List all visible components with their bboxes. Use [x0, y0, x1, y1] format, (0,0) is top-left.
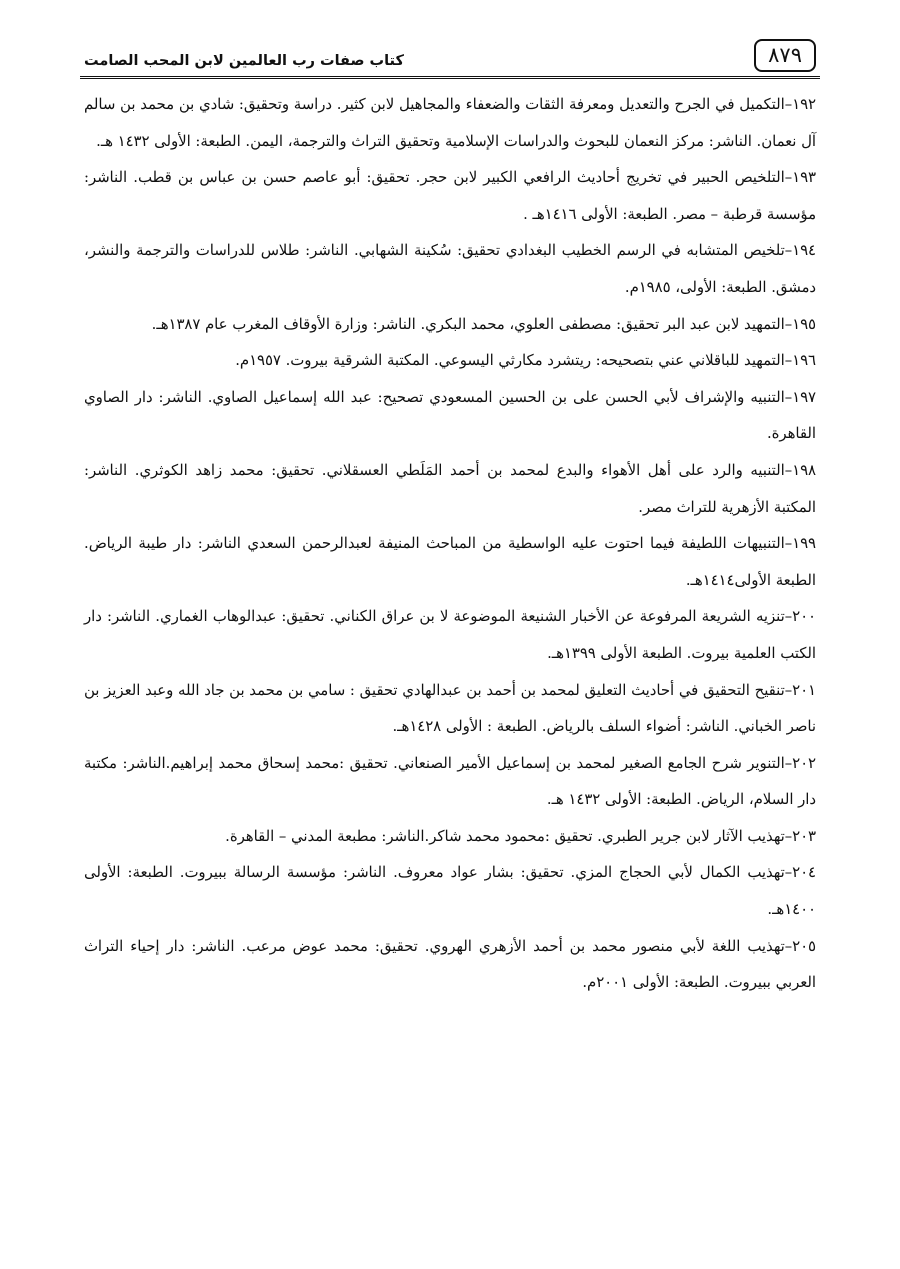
page-number: ٨٧٩ [754, 39, 816, 72]
reference-item: ١٩٢–التكميل في الجرح والتعديل ومعرفة الثقات والضعفاء والمجاهيل لابن كثير. دراسة وتحقيق: شادي بن محمد بن سالم آل نعمان. الناشر: مركز النعمان للبحوث والدراسات الإسلامية وتحقيق التراث والترجمة، اليمن. الطبعة: الأولى ١٤٣٢ هـ. [84, 96, 816, 150]
reference-item: ١٩٧–التنبيه والإشراف لأبي الحسن على بن الحسين المسعودي تصحيح: عبد الله إسماعيل الصاوي. الناشر: دار الصاوي القاهرة. [84, 388, 816, 443]
references-list [80, 87, 820, 1002]
reference-item: ٢٠٠–تنزيه الشريعة المرفوعة عن الأخبار الشنيعة الموضوعة لا بن عراق الكناني. تحقيق: عبدالوهاب الغماري. الناشر: دار الكتب العلمية بيروت. الطبعة الأولى ١٣٩٩هـ. [84, 608, 816, 662]
page-header [80, 36, 820, 79]
reference-item: ١٩٤–تلخيص المتشابه في الرسم الخطيب البغدادي تحقيق: سُكينة الشهابي. الناشر: طلاس للدراسات والترجمة والنشر، دمشق. الطبعة: الأولى، ١٩٨٥م. [84, 242, 816, 296]
document-page [80, 36, 820, 1236]
reference-item: ١٩٥–التمهيد لابن عبد البر تحقيق: مصطفى العلوي، محمد البكري. الناشر: وزارة الأوقاف المغرب عام ١٣٨٧هـ. [151, 315, 816, 333]
book-title: كتاب صفات رب العالمين لابن المحب الصامت [84, 53, 404, 69]
reference-item: ١٩٩–التنبيهات اللطيفة فيما احتوت عليه الواسطية من المباحث المنيفة لعبدالرحمن السعدي الناشر: دار طيبة الرياض. الطبعة الأولى١٤١٤هـ. [84, 535, 816, 589]
reference-item: ١٩٣–التلخيص الحبير في تخريج أحاديث الرافعي الكبير لابن حجر. تحقيق: أبو عاصم حسن بن عباس بن قطب. الناشر: مؤسسة قرطبة – مصر. الطبعة: الأولى ١٤١٦هـ . [84, 169, 816, 223]
reference-item: ١٩٨–التنبيه والرد على أهل الأهواء والبدع لمحمد بن أحمد المَلَطي العسقلاني. تحقيق: محمد زاهد الكوثري. الناشر: المكتبة الأزهرية للتراث مصر. [84, 461, 816, 516]
reference-item: ١٩٦–التمهيد للباقلاني عني بتصحيحه: ريتشرد مكارثي اليسوعي. المكتبة الشرقية بيروت. ١٩٥٧م. [235, 352, 816, 370]
reference-item: ٢٠٣–تهذيب الآثار لابن جرير الطبري. تحقيق :محمود محمد شاكر.الناشر: مطبعة المدني – القاهرة. [225, 827, 816, 845]
reference-item: ٢٠٥–تهذيب اللغة لأبي منصور محمد بن أحمد الأزهري الهروي. تحقيق: محمد عوض مرعب. الناشر: دار إحياء التراث العربي ببيروت. الطبعة: الأولى ٢٠٠١م. [84, 937, 816, 992]
reference-item: ٢٠٢–التنوير شرح الجامع الصغير لمحمد بن إسماعيل الأمير الصنعاني. تحقيق :محمد إسحاق محمد إبراهيم.الناشر: مكتبة دار السلام، الرياض. الطبعة: الأولى ١٤٣٢ هـ. [84, 754, 816, 809]
reference-item: ٢٠٤–تهذيب الكمال لأبي الحجاج المزي. تحقيق: بشار عواد معروف. الناشر: مؤسسة الرسالة ببيروت. الطبعة: الأولى ١٤٠٠هـ. [84, 864, 816, 919]
reference-item: ٢٠١–تنقيح التحقيق في أحاديث التعليق لمحمد بن أحمد بن عبدالهادي تحقيق : سامي بن محمد بن جاد الله وعبد العزيز بن ناصر الخباني. الناشر: أضواء السلف بالرياض. الطبعة : الأولى ١٤٢٨هـ. [84, 681, 816, 736]
